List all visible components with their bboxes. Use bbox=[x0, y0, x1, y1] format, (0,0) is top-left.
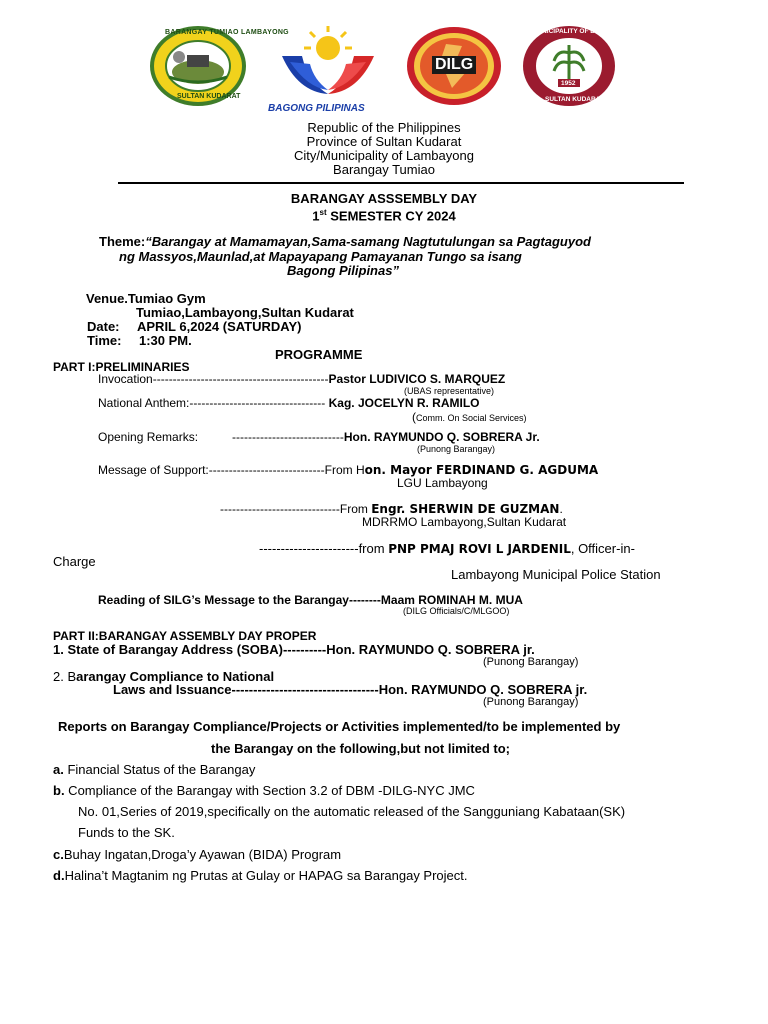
letterhead-line-2: Province of Sultan Kudarat bbox=[306, 134, 462, 149]
support3-row bbox=[259, 541, 635, 556]
dilg-logo-label: DILG bbox=[432, 56, 476, 74]
municipality-seal-year: 1952 bbox=[561, 80, 576, 87]
report-item-c-text: Buhay Ingatan,Droga’y Ayawan (BIDA) Program bbox=[63, 847, 342, 862]
report-item-d-label: d. bbox=[53, 868, 65, 883]
support-label: Message of Support:-----------------------------From H bbox=[98, 463, 365, 477]
theme-line-1: “Barangay at Mamamayan,Sama-samang Nagtutulungan sa Pagtaguyod bbox=[145, 234, 591, 249]
municipality-seal bbox=[522, 25, 633, 107]
support-name: on. Mayor FERDINAND G. AGDUMA bbox=[364, 463, 599, 477]
support2-dot: . bbox=[559, 502, 563, 516]
programme-title: PROGRAMME bbox=[275, 347, 363, 362]
report-item-a-text: Financial Status of the Barangay bbox=[63, 762, 256, 777]
anthem-note-text: Comm. On Social Services) bbox=[416, 413, 527, 423]
support3-org: Lambayong Municipal Police Station bbox=[451, 567, 661, 582]
report-item-b-line-3: Funds to the SK. bbox=[78, 825, 175, 840]
report-item-b-text: Compliance of the Barangay with Section 3.2 of DBM -DILG-NYC JMC bbox=[64, 783, 475, 798]
silg-name: Maam ROMINAH M. MUA bbox=[380, 593, 523, 607]
item2-num: 2. B bbox=[53, 669, 77, 684]
time-value: 1:30 PM. bbox=[139, 333, 192, 348]
opening-row bbox=[232, 430, 540, 444]
support3-name: PNP PMAJ ROVI L JARDENIL bbox=[388, 542, 571, 556]
report-item-b-label: b. bbox=[53, 783, 65, 798]
reports-line-2: the Barangay on the following,but not limited to; bbox=[211, 741, 510, 756]
invocation-note: (UBAS representative) bbox=[404, 386, 495, 396]
support2-dashes: ------------------------------From bbox=[220, 502, 372, 516]
reports-line-1: Reports on Barangay Compliance/Projects or Activities implemented/to be implemented by bbox=[58, 719, 621, 734]
anthem-note-paren: ( bbox=[412, 410, 416, 424]
report-item-d bbox=[53, 868, 468, 883]
opening-label: Opening Remarks: bbox=[98, 430, 199, 444]
venue-line-1: Venue.Tumiao Gym bbox=[86, 291, 206, 306]
silg-label: Reading of SILG’s Message to the Barangay-------- bbox=[98, 593, 381, 607]
municipality-seal-ring-text: MUNICIPALITY OF LAMBAYONG bbox=[532, 28, 633, 35]
support3-wrap: Charge bbox=[53, 554, 96, 569]
barangay-seal bbox=[149, 25, 289, 107]
bagong-pilipinas-caption: BAGONG PILIPINAS bbox=[268, 103, 365, 114]
letterhead-line-1: Republic of the Philippines bbox=[307, 120, 461, 135]
municipality-seal-graphic bbox=[522, 25, 616, 107]
support2-org: MDRRMO Lambayong,Sultan Kudarat bbox=[362, 515, 567, 529]
report-item-c-label: c. bbox=[53, 847, 64, 862]
item1-name: Hon. RAYMUNDO Q. SOBRERA jr. bbox=[326, 642, 535, 657]
opening-name: Hon. RAYMUNDO Q. SOBRERA Jr. bbox=[343, 430, 540, 444]
theme-block bbox=[99, 235, 591, 249]
silg-row bbox=[98, 593, 523, 607]
title-semester-sup: st bbox=[319, 208, 327, 217]
part2-heading: PART II:BARANGAY ASSEMBLY DAY PROPER bbox=[53, 629, 317, 643]
municipality-seal-bottom-text: SULTAN KUDARAT bbox=[545, 96, 604, 103]
support-org: LGU Lambayong bbox=[397, 476, 488, 490]
letterhead bbox=[0, 121, 768, 177]
support-row bbox=[98, 463, 598, 477]
header-divider bbox=[118, 182, 684, 184]
support3-dashes: -----------------------from bbox=[259, 541, 389, 556]
item1-label: 1. State of Barangay Address (SOBA)---------- bbox=[53, 642, 327, 657]
support2-name: Engr. SHERWIN DE GUZMAN bbox=[371, 502, 560, 516]
title-semester-rest: SEMESTER CY 2024 bbox=[326, 208, 456, 224]
item2-note: (Punong Barangay) bbox=[483, 696, 579, 708]
item1-note: (Punong Barangay) bbox=[483, 656, 579, 668]
anthem-note bbox=[412, 408, 527, 426]
invocation-name: Pastor LUDIVICO S. MARQUEZ bbox=[328, 372, 506, 386]
title-semester-num: 1 bbox=[312, 208, 320, 224]
barangay-seal-ring-text: BARANGAY TUMIAO LAMBAYONG bbox=[165, 29, 289, 36]
theme-line-2: ng Massyos,Maunlad,at Mapayapang Pamayanan Tungo sa isang bbox=[119, 249, 522, 264]
time-label: Time: bbox=[87, 333, 122, 348]
invocation-row bbox=[98, 372, 505, 386]
anthem-name: Kag. JOCELYN R. RAMILO bbox=[325, 396, 480, 410]
item2-row-2 bbox=[113, 682, 587, 697]
item2-line2: Laws and Issuance---------------------------------- bbox=[113, 682, 379, 697]
report-item-c bbox=[53, 847, 341, 862]
date-label: Date: bbox=[87, 319, 120, 334]
report-item-d-text: Halina’t Magtanim ng Prutas at Gulay or HAPAG sa Barangay Project. bbox=[64, 868, 468, 883]
opening-dashes: ---------------------------- bbox=[232, 430, 344, 444]
bagong-pilipinas-graphic bbox=[268, 22, 388, 102]
dilg-logo bbox=[406, 26, 502, 106]
anthem-label: National Anthem:---------------------------------- bbox=[98, 396, 326, 410]
silg-note: (DILG Officials/C/MLGOO) bbox=[403, 606, 510, 616]
report-item-b-line-2: No. 01,Series of 2019,specifically on the automatic released of the Sangguniang Kabataan(SK) bbox=[78, 804, 626, 819]
item2-label: arangay Compliance to National bbox=[76, 669, 275, 684]
barangay-seal-bottom-text: SULTAN KUDARAT bbox=[177, 93, 241, 100]
date-value: APRIL 6,2024 (SATURDAY) bbox=[137, 319, 302, 334]
item2-name: Hon. RAYMUNDO Q. SOBRERA jr. bbox=[378, 682, 588, 697]
part1-heading: PART I:PRELIMINARIES bbox=[53, 360, 190, 374]
report-item-a-label: a. bbox=[53, 762, 64, 777]
report-item-a bbox=[53, 762, 255, 777]
document-title bbox=[0, 192, 768, 223]
theme-label: Theme: bbox=[99, 234, 146, 249]
support2-row bbox=[220, 502, 563, 516]
letterhead-line-4: Barangay Tumiao bbox=[333, 162, 435, 177]
item1-row bbox=[53, 642, 535, 657]
bagong-pilipinas-logo bbox=[268, 22, 388, 116]
letterhead-line-3: City/Municipality of Lambayong bbox=[294, 148, 474, 163]
support3-rest: , Officer-in- bbox=[570, 541, 635, 556]
invocation-label: Invocation-------------------------------------------- bbox=[98, 372, 329, 386]
title-line-1: BARANGAY ASSSEMBLY DAY bbox=[290, 191, 478, 206]
report-item-b bbox=[53, 783, 475, 798]
opening-note: (Punong Barangay) bbox=[417, 444, 496, 454]
theme-line-3: Bagong Pilipinas” bbox=[287, 263, 399, 278]
title-line-2 bbox=[0, 206, 768, 223]
venue-line-2: Tumiao,Lambayong,Sultan Kudarat bbox=[136, 305, 354, 320]
